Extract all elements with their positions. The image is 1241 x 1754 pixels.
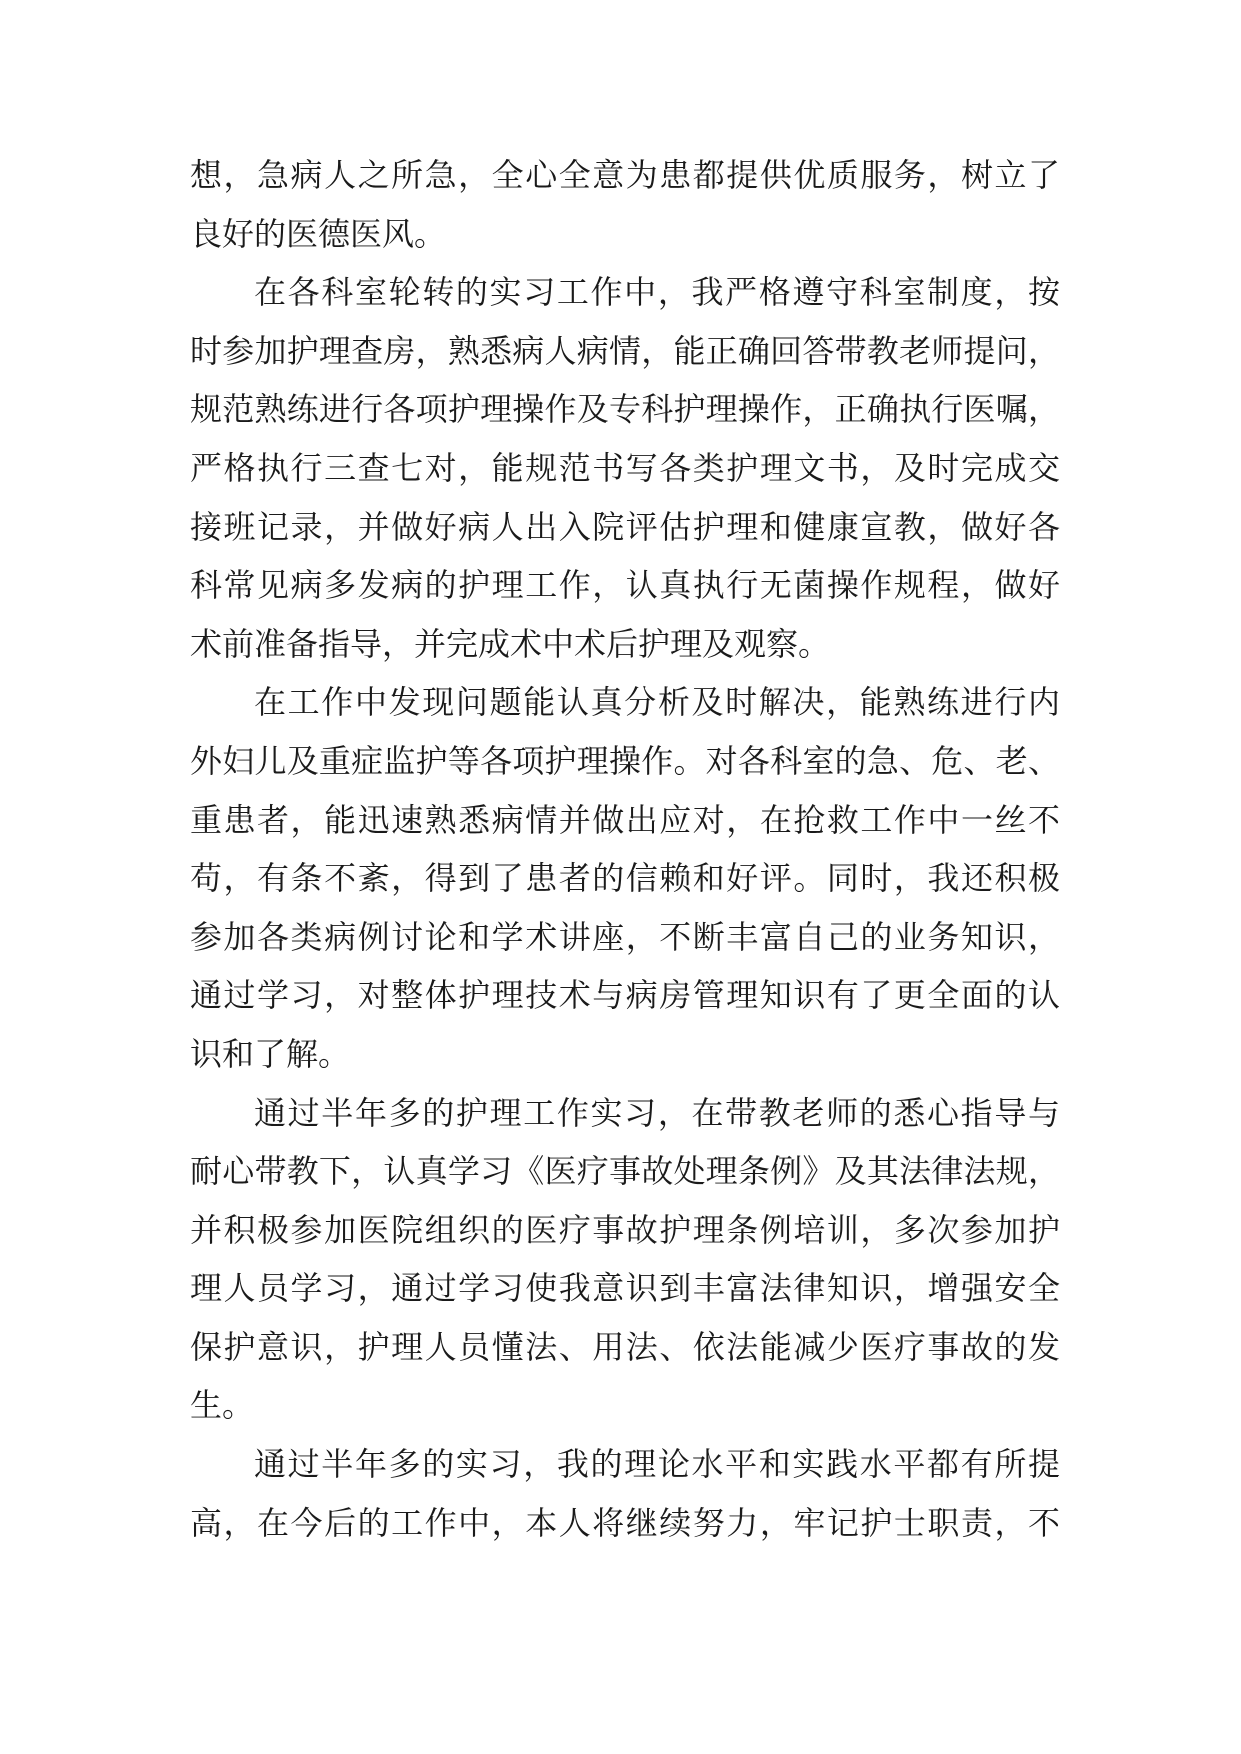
text-line: 在各科室轮转的实习工作中，我严格遵守科室制度，按: [254, 273, 1060, 312]
text-line: 识和了解。: [190, 1034, 351, 1073]
text-line: 通过半年多的护理工作实习，在带教老师的悉心指导与: [254, 1093, 1060, 1132]
text-line: 参加各类病例讨论和学术讲座，不断丰富自己的业务知识，: [190, 917, 1060, 956]
text-line: 良好的医德医风。: [190, 214, 447, 253]
text-line: 时参加护理查房，熟悉病人病情，能正确回答带教老师提问，: [190, 331, 1060, 370]
text-line: 理人员学习，通过学习使我意识到丰富法律知识，增强安全: [190, 1269, 1060, 1308]
text-line: 严格执行三查七对，能规范书写各类护理文书，及时完成交: [190, 448, 1060, 487]
document-body: [190, 146, 1060, 1552]
text-line: 保护意识，护理人员懂法、用法、依法能减少医疗事故的发: [190, 1327, 1060, 1366]
text-line: 接班记录，并做好病人出入院评估护理和健康宣教，做好各: [190, 507, 1060, 546]
text-line: 想，急病人之所急，全心全意为患都提供优质服务，树立了: [190, 156, 1060, 194]
text-line: 耐心带教下，认真学习《医疗事故处理条例》及其法律法规，: [190, 1152, 1060, 1191]
text-line: 通过半年多的实习，我的理论水平和实践水平都有所提: [254, 1445, 1060, 1484]
text-line: 外妇儿及重症监护等各项护理操作。对各科室的急、危、老、: [190, 741, 1060, 780]
text-line: 重患者，能迅速熟悉病情并做出应对，在抢救工作中一丝不: [190, 800, 1060, 839]
text-line: 并积极参加医院组织的医疗事故护理条例培训，多次参加护: [190, 1210, 1060, 1249]
text-line: 苟，有条不紊，得到了患者的信赖和好评。同时，我还积极: [190, 859, 1060, 898]
text-line: 在工作中发现问题能认真分析及时解决，能熟练进行内: [254, 683, 1060, 722]
text-line: 规范熟练进行各项护理操作及专科护理操作，正确执行医嘱，: [190, 390, 1060, 429]
text-line: 高，在今后的工作中，本人将继续努力，牢记护士职责，不: [190, 1503, 1060, 1542]
text-line: 通过学习，对整体护理技术与病房管理知识有了更全面的认: [190, 976, 1060, 1015]
text-line: 生。: [190, 1386, 255, 1425]
text-line: 术前准备指导，并完成术中术后护理及观察。: [190, 624, 831, 663]
text-line: 科常见病多发病的护理工作，认真执行无菌操作规程，做好: [190, 566, 1060, 605]
